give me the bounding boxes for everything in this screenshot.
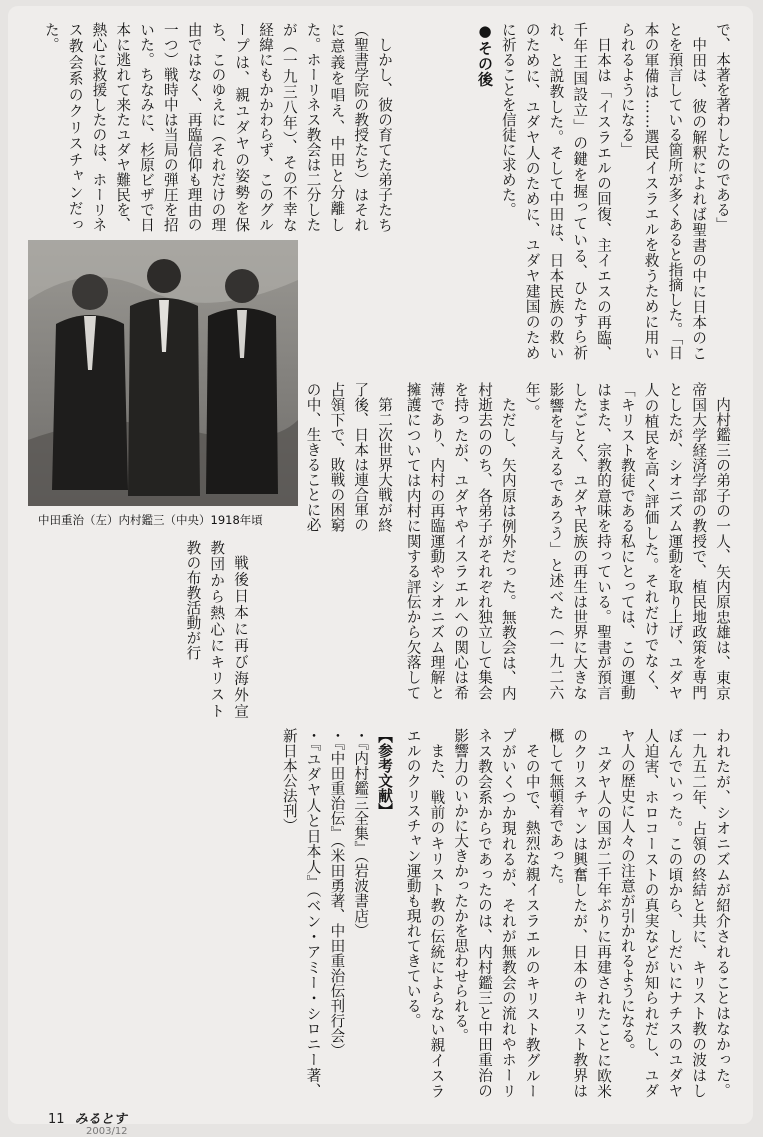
- paragraph: 中田は、彼の解釈によれば聖書の中に日本のことを預言している箇所が多くあると指摘した。「日本の軍備は……選民イスラエルを救うために用いられるようになる」: [618, 22, 708, 360]
- section-heading: ●その後: [476, 22, 495, 87]
- article-column-middle-right: [404, 382, 734, 700]
- historical-photo: [28, 240, 298, 506]
- paragraph: また、戦前のキリスト教の伝統によらない親イスラエルのクリスチャン運動も現れてきている。: [404, 728, 446, 1098]
- article-column-middle-left: [300, 382, 396, 532]
- photo-caption: 中田重治（左）内村鑑三（中央）1918年頃: [38, 513, 263, 527]
- reference-item: ・『中田重治伝』（米田勇著、中田重治伝刊行会）: [328, 728, 346, 1059]
- page-number: 11: [48, 1112, 65, 1127]
- article-column-bottom-left-upper: [28, 540, 252, 718]
- page-footer: [48, 1108, 128, 1137]
- article-column-bottom-right: [404, 728, 734, 1098]
- references-column: [28, 728, 396, 1098]
- issue-date: 2003/12: [86, 1126, 128, 1137]
- reference-item: ・『内村鑑三全集』（岩波書店）: [352, 728, 370, 939]
- paragraph: 第二次世界大戦が終了後、日本は連合軍の占領下で、敗戦の困窮の中、生きることに必: [304, 382, 393, 532]
- article-column-top-right: [404, 22, 734, 360]
- article-column-top-left: [28, 22, 396, 232]
- paragraph: 戦後日本に再び海外宣教団から熱心にキリスト教の布教活動が行: [184, 540, 249, 718]
- references-title: 【参考文献】: [376, 728, 393, 818]
- paragraph: 内村鑑三の弟子の一人、矢内原忠雄は、東京帝国大学経済学部の教授で、植民地政策を専門としたが、シオニズム運動を取り上げ、ユダヤ人の植民を高く評価した。それだけでなく、「キリスト教徒である私にとっては、この運動はまた、宗教的意味を持っている。聖書が預言したごとく、ユダヤ民族の再生は世界に大きな影響を与えるであろう」と述べた（一九二六年）。: [523, 382, 731, 700]
- paragraph: しかし、彼の育てた弟子たち（聖書学院の教授たち）はそれに意義を唱え、中田と分離した。ホーリネス教会は二分したが（一九三八年）、その不幸な経緯にもかかわらず、このグループは、親ユダヤの姿勢を保ち、このゆえに（それだけの理由ではなく、再臨信仰も理由の一つ）戦時中は当局の弾圧を招いた。ちなみに、杉原ビザで日本に逃れて来たユダヤ難民を、熱心に救援したのは、ホーリネス教会系のクリスチャンだった。: [42, 22, 393, 232]
- paragraph: 日本は「イスラエルの回復、主イエスの再臨、千年王国設立」の鍵を握っている、ひたすら祈れ、と説教した。そして中田は、日本民族の救いのために、ユダヤ人のために、ユダヤ建国のために祈ることを信徒に求めた。: [499, 22, 613, 360]
- paragraph: で、本著を著わしたのである」: [714, 22, 731, 232]
- paragraph: ただし、矢内原は例外だった。無教会は、内村逝去ののち、各弟子がそれぞれ独立して集会を持ったが、ユダヤやイスラエルへの関心は希薄であり、内村の再臨運動やシオニズム理解と擁護については内村に関する評伝から欠落して: [404, 382, 517, 700]
- paragraph: われたが、シオニズムが紹介されることはなかった。一九五二年、占領の終結と共に、キリスト教の波はしぼんでいった。この頃から、しだいにナチスのユダヤ人迫害、ホロコーストの真実などが知られだし、ユダヤ人の歴史に人々の注意が引かれるようになる。: [618, 728, 731, 1098]
- paragraph: その中で、熱烈な親イスラエルのキリスト教グループがいくつか現れるが、それが無教会の流れやホーリネス教会系からであったのは、内村鑑三と中田重治の影響力のいかに大きかったかを思わせられる。: [452, 728, 541, 1098]
- reference-item: ・『ユダヤ人と日本人』（ベン・アミー・シロニー著、新日本公法刊）: [280, 728, 322, 1098]
- magazine-title: みるとす: [74, 1112, 127, 1127]
- paragraph: ユダヤ人の国が二千年ぶりに再建されたことに欧米のクリスチャンは興奮したが、日本のキリスト教界は概して無頓着であった。: [547, 728, 613, 1098]
